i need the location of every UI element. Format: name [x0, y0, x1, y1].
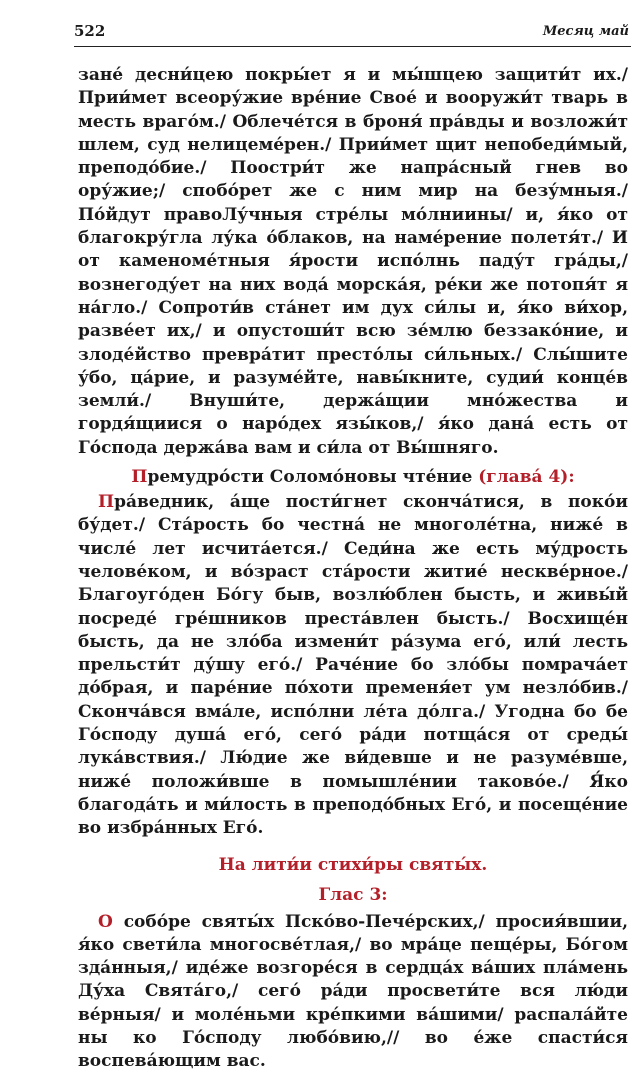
page-body	[78, 64, 628, 1074]
sticheron-body: собо́ре святы́х Пско́во-Пече́рских,/ просия́вшии, я́ко свети́ла многосве́тлая,/ во мра́це пеще́ры, Бо́гом зда́нныя,/ иде́же возгоре́ся в сердца́х ва́ших пла́мень Ду́ха Свята́го,/ сего́ ра́ди просвети́те вся лю́ди ве́рныя/ и моле́ньми кре́пкими ва́шими/ распала́йте ны ко Го́споду любо́вию,// во е́же спасти́ся воспева́ющим вас.	[78, 911, 628, 1072]
header-rule	[74, 46, 631, 47]
page-header	[74, 18, 629, 42]
reading-body: ра́ведник, а́ще пости́гнет сконча́тися, в поко́и бу́дет./ Ста́рость бо честна́ не многоле́тна, ниже́ в числе́ лет исчита́ется./ Седи́на же есть му́дрость челове́ком, и во́зраст ста́рости житие́ нескве́рное./ Благоуго́ден Бо́гу быв, возлю́блен бысть, и живы́й посреде́ гре́шников преста́влен бысть./ Восхище́н бысть, да не зло́ба измени́т ра́зума его́, или́ лесть прельсти́т ду́шу его́./ Раче́ние бо зло́бы помрача́ет до́брая, и паре́ние по́хоти пременя́ет ум незло́бив./ Сконча́вся вма́ле, испо́лни ле́та до́лга./ Угодна бо бе Го́споду душа́ его́, сего́ ра́ди потща́ся от среды́ лука́вствия./ Лю́дие же ви́девше и не разуме́вше, ниже́ положи́вше в помышле́нии таково́е./ Я́ко благода́ть и ми́лость в преподо́бных Его́, и посеще́ние во избра́нных Его́.	[78, 492, 628, 839]
reading-initial: П	[98, 492, 115, 513]
page-number: 522	[74, 22, 106, 40]
paragraph-continued: зане́ десни́цею покры́ет я и мы́шцею защити́т их./ Прии́мет всеору́жие вре́ние Свое́ и вооружи́т тварь в месть враго́м./ Облече́тся в броня́ пра́вды и возложи́т шлем, суд нелицеме́рен./ Прии́мет щит непобеди́мый, преподо́бие./ Поостри́т же напра́сный гнев во ору́жие;/ спобо́рет же с ним мир на безу́мныя./ По́йдут правоЛу́чныя стре́лы мо́лниины/ и, я́ко от благокру́гла лу́ка о́блаков, на наме́рение полетя́т./ И от каменоме́тныя я́рости испо́лнь паду́т гра́ды,/ вознегоду́ет на них вода́ морска́я, ре́ки же потопя́т я на́гло./ Сопроти́в ста́нет им дух си́лы и, я́ко ви́хор, разве́ет их,/ и опустоши́т всю зе́млю беззако́ние, и злоде́йство превра́тит престо́лы си́льных./ Слы́шите у́бо, ца́рие, и разуме́йте, навы́кните, судии́ конце́в земли́./ Внуши́те, держа́щии мно́жества и гордя́щиися о наро́дех язы́ков,/ я́ко дана́ есть от Го́спода держа́ва вам и си́ла от Вы́шняго.	[78, 65, 628, 458]
reading-title-text: ремудро́сти Соломо́новы чте́ние	[147, 467, 473, 488]
reading-title	[78, 466, 628, 489]
reading-text	[78, 491, 628, 840]
reading-title-initial: П	[131, 467, 148, 488]
sticheron-initial: О	[98, 911, 113, 932]
running-title: Месяц май	[542, 24, 629, 39]
tone-heading: Глас 3:	[318, 884, 388, 905]
litia-heading: На лити́и стихи́ры святы́х.	[218, 854, 488, 875]
sticheron-text	[78, 911, 628, 1074]
reading-chapter: (глава́ 4):	[478, 467, 575, 488]
